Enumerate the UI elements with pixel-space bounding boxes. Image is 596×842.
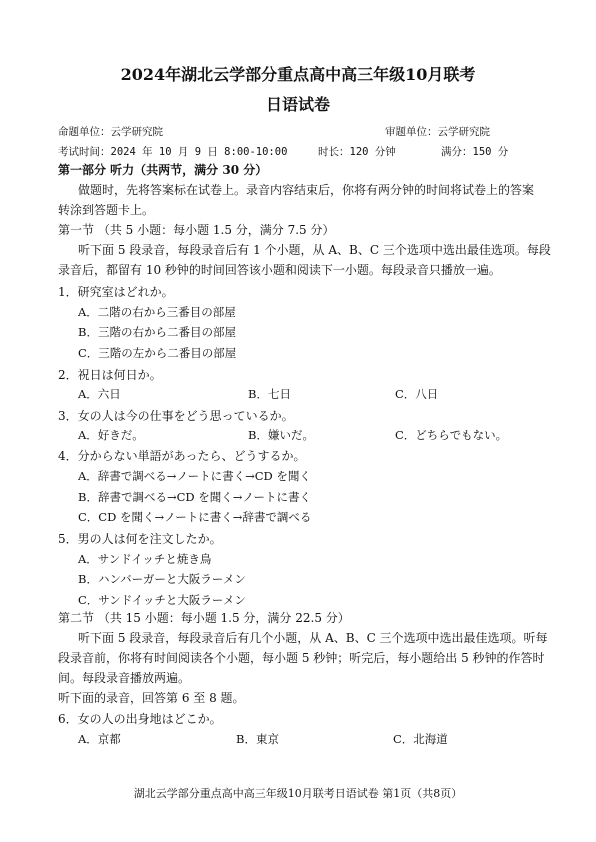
section1-line2: 录音后，都留有 10 秒钟的时间回答该小题和阅读下一小题。每段录音只播放一遍。 <box>58 263 501 277</box>
exam-duration: 时长：120 分钟 <box>318 146 396 158</box>
section2-note: 听下面的录音，回答第 6 至 8 题。 <box>58 691 245 705</box>
question-5-option-c: C．サンドイッチと大阪ラーメン <box>78 593 246 607</box>
question-3-option-c: C．どちらでもない。 <box>395 428 508 442</box>
question-5-stem: 5．男の人は何を注文したか。 <box>58 532 222 546</box>
section2-line1: 听下面 5 段录音，每段录音后有几个小题，从 A、B、C 三个选项中选出最佳选项。听每 <box>78 631 548 645</box>
question-4-stem: 4．分からない単語があったら、どうするか。 <box>58 449 306 463</box>
question-1-option-c: C．三階の左から二番目の部屋 <box>78 346 237 360</box>
question-2-option-b: B．七日 <box>248 387 291 401</box>
exam-time: 考试时间：2024 年 10 月 9 日 8:00-10:00 <box>58 146 288 158</box>
question-2-stem: 2．祝日は何日か。 <box>58 368 162 382</box>
part1-intro-line1: 做题时，先将答案标在试卷上。录音内容结束后，你将有两分钟的时间将试卷上的答案 <box>78 183 535 197</box>
question-4-option-b: B．辞書で調べる→CD を聞く→ノートに書く <box>78 490 312 504</box>
exam-score: 满分：150 分 <box>441 146 509 158</box>
exam-title: 2024年湖北云学部分重点高中高三年级10月联考 <box>120 65 476 84</box>
question-6-stem: 6．女の人の出身地はどこか。 <box>58 712 222 726</box>
exam-subtitle: 日语试卷 <box>265 95 330 114</box>
page-footer: 湖北云学部分重点高中高三年级10月联考日语试卷 第1页（共8页） <box>133 787 463 800</box>
question-3-option-b: B．嫌いだ。 <box>248 428 314 442</box>
question-6-option-a: A．京都 <box>78 732 121 746</box>
question-2-option-c: C．八日 <box>395 387 439 401</box>
reviewer-unit: 审题单位：云学研究院 <box>385 126 490 138</box>
question-2-option-a: A．六日 <box>78 387 121 401</box>
section1-line1: 听下面 5 段录音，每段录音后有 1 个小题，从 A、B、C 三个选项中选出最佳选项。每段 <box>78 243 551 257</box>
section1-heading: 第一节 （共 5 小题：每小题 1.5 分，满分 7.5 分） <box>58 223 335 237</box>
author-unit: 命题单位：云学研究院 <box>58 126 163 138</box>
question-1-stem: 1．研究室はどれか。 <box>58 285 174 299</box>
question-5-option-b: B．ハンバーガーと大阪ラーメン <box>78 572 246 586</box>
part1-heading: 第一部分 听力（共两节，满分 30 分） <box>58 163 268 177</box>
section2-heading: 第二节 （共 15 小题：每小题 1.5 分，满分 22.5 分） <box>58 611 350 625</box>
question-4-option-a: A．辞書で調べる→ノートに書く→CD を聞く <box>78 469 311 483</box>
question-6-option-c: C．北海道 <box>393 732 448 746</box>
question-3-stem: 3．女の人は今の仕事をどう思っているか。 <box>58 409 294 423</box>
section2-line2: 段录音前，你将有时间阅读各个小题，每小题 5 秒钟；听完后，每小题给出 5 秒钟的作答时 <box>58 651 545 665</box>
question-6-option-b: B．東京 <box>236 732 279 746</box>
question-1-option-b: B．三階の右から二番目の部屋 <box>78 325 236 339</box>
section2-line3: 间。每段录音播放两遍。 <box>58 671 191 685</box>
part1-intro-line2: 转涂到答题卡上。 <box>58 203 155 217</box>
question-1-option-a: A．二階の右から三番目の部屋 <box>78 305 236 319</box>
question-4-option-c: C．CD を聞く→ノートに書く→辞書で調べる <box>78 510 312 524</box>
question-5-option-a: A．サンドイッチと焼き鳥 <box>78 552 212 566</box>
question-3-option-a: A．好きだ。 <box>78 428 144 442</box>
